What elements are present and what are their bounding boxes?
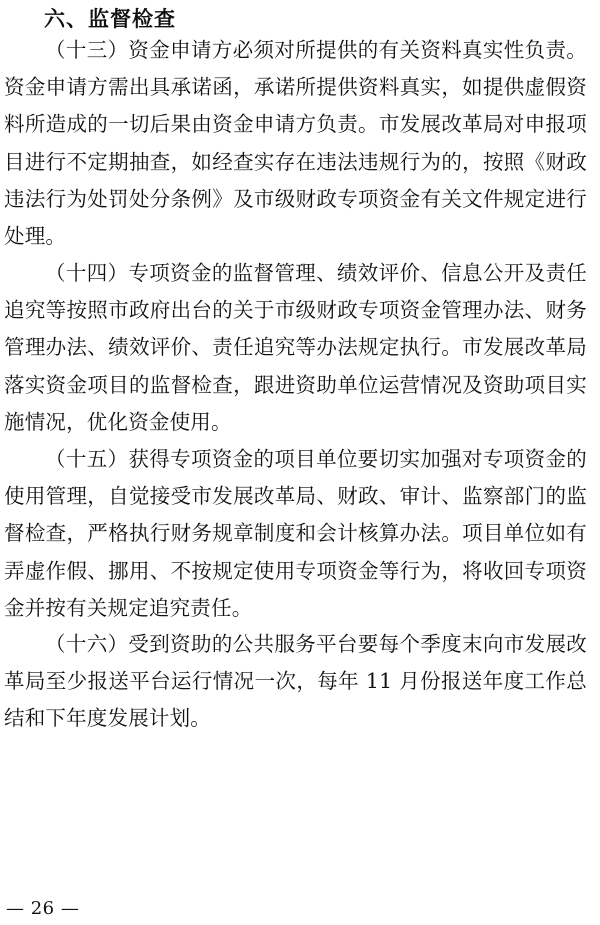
section-heading: 六、监督检查 xyxy=(44,7,176,31)
paragraph-13: （十三）资金申请方必须对所提供的有关资料真实性负责。资金申请方需出具承诺函，承诺所提供资料真实，如提供虚假资料所造成的一切后果由资金申请方负责。市发展改革局对申报项目进行不定期抽查，如经查实存在违法违规行为的，按照《财政违法行为处罚处分条例》及市级财政专项资金有关文件规定进行处理。 xyxy=(4,38,587,249)
paragraph-14: （十四）专项资金的监督管理、绩效评价、信息公开及责任追究等按照市政府出台的关于市级财政专项资金管理办法、财务管理办法、绩效评价、责任追究等办法规定执行。市发展改革局落实资金项目的监督检查，跟进资助单位运营情况及资助项目实施情况，优化资金使用。 xyxy=(4,261,587,434)
page-number: — 26 — xyxy=(6,898,80,919)
paragraph-16: （十六）受到资助的公共服务平台要每个季度末向市发展改革局至少报送平台运行情况一次，每年 11 月份报送年度工作总结和下年度发展计划。 xyxy=(4,632,587,731)
paragraph-15: （十五）获得专项资金的项目单位要切实加强对专项资金的使用管理，自觉接受市发展改革局、财政、审计、监察部门的监督检查，严格执行财务规章制度和会计核算办法。项目单位如有弄虚作假、挪用、不按规定使用专项资金等行为，将收回专项资金并按有关规定追究责任。 xyxy=(4,447,587,620)
